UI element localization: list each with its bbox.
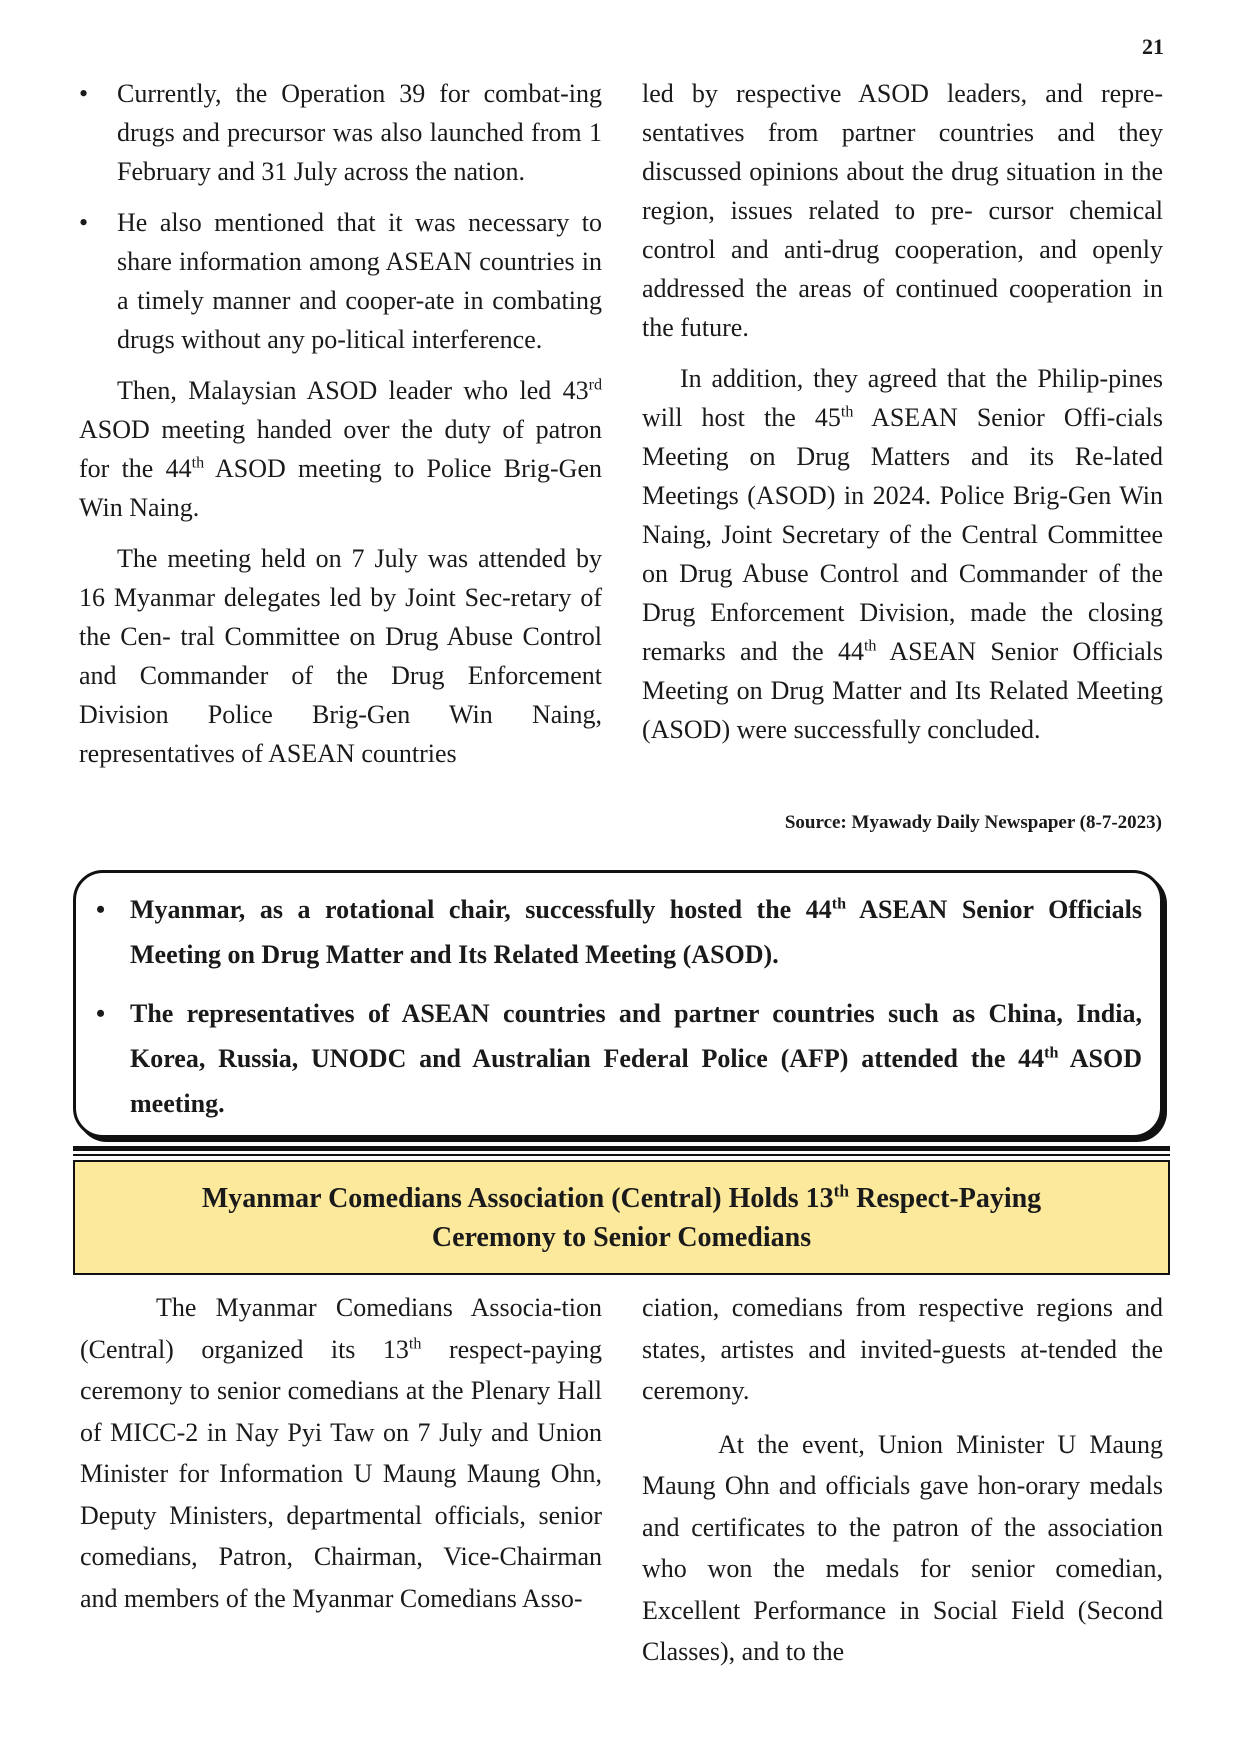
bullet-list (79, 74, 602, 359)
divider (73, 1146, 1170, 1151)
paragraph: The meeting held on 7 July was attended by 16 Myanmar delegates led by Joint Sec-retary of the Cen- tral Committee on Drug Abuse Control and Commander of the Drug Enforcement Division Police Brig-Gen Win Naing, representatives of ASEAN countries (79, 544, 602, 768)
bottom-right-column (642, 1287, 1163, 1673)
paragraph: ciation, comedians from respective regions and states, artistes and invited-guests at-tended the ceremony. (642, 1293, 1163, 1405)
divider (73, 1154, 1170, 1156)
list-item: • He also mentioned that it was necessary to share information among ASEAN countries in a timely manner and cooper-ate in combating drugs without any po-litical interference. (79, 203, 602, 359)
summary-list (76, 873, 1160, 1126)
top-right-column (642, 74, 1163, 749)
bottom-left-column (80, 1287, 602, 1619)
paragraph: The Myanmar Comedians Associa-tion (Central) organized its 13th respect-paying ceremony to senior comedians at the Plenary Hall of MICC-2 in Nay Pyi Taw on 7 July and Union Minister for Information U Maung Maung Ohn, Deputy Ministers, departmental officials, senior comedians, Patron, Chairman, Vice-Chairman and members of the Myanmar Comedians Asso- (80, 1293, 602, 1613)
headline-line: Ceremony to Senior Comedians (431, 1221, 812, 1253)
page-number: 21 (1142, 34, 1164, 59)
article-headline (73, 1160, 1170, 1275)
paragraph: Then, Malaysian ASOD leader who led 43rd ASOD meeting handed over the duty of patron for the 44th ASOD meeting to Police Brig-Gen Win Naing. (79, 376, 602, 522)
source-citation: Source: Myawady Daily Newspaper (8-7-2023) (784, 812, 1162, 833)
paragraph: led by respective ASOD leaders, and repre-sentatives from partner countries and they discussed opinions about the drug situation in the region, issues related to pre- cursor chemical control and anti-drug cooperation, and openly addressed the areas of continued cooperation in the future. (642, 79, 1163, 342)
paragraph: At the event, Union Minister U Maung Maung Ohn and officials gave hon-orary medals and certificates to the patron of the association who won the medals for senior comedian, Excellent Performance in Social Field (Second Classes), and to the (642, 1429, 1163, 1666)
top-left-column (79, 74, 602, 773)
headline-line: Myanmar Comedians Association (Central) Holds 13th Respect-Paying (201, 1181, 1042, 1214)
paragraph: In addition, they agreed that the Philip-pines will host the 45th ASEAN Senior Offi-cials Meeting on Drug Matters and its Re-lated Meetings (ASOD) in 2024. Police Brig-Gen Win Naing, Joint Secretary of the Central Committee on Drug Abuse Control and Commander of the Drug Enforcement Division, made the closing remarks and the 44th ASEAN Senior Officials Meeting on Drug Matter and Its Related Meeting (ASOD) were successfully concluded. (642, 364, 1163, 744)
summary-box (73, 870, 1163, 1138)
summary-item: • Myanmar, as a rotational chair, successfully hosted the 44th ASEAN Senior Officials Meeting on Drug Matter and Its Related Meeting (ASOD). (90, 887, 1142, 977)
list-item: • Currently, the Operation 39 for combat-ing drugs and precursor was also launched from 1 February and 31 July across the nation. (79, 74, 602, 191)
summary-item: • The representatives of ASEAN countries and partner countries such as China, India, Korea, Russia, UNODC and Australian Federal Police (AFP) attended the 44th ASOD meeting. (90, 991, 1142, 1126)
